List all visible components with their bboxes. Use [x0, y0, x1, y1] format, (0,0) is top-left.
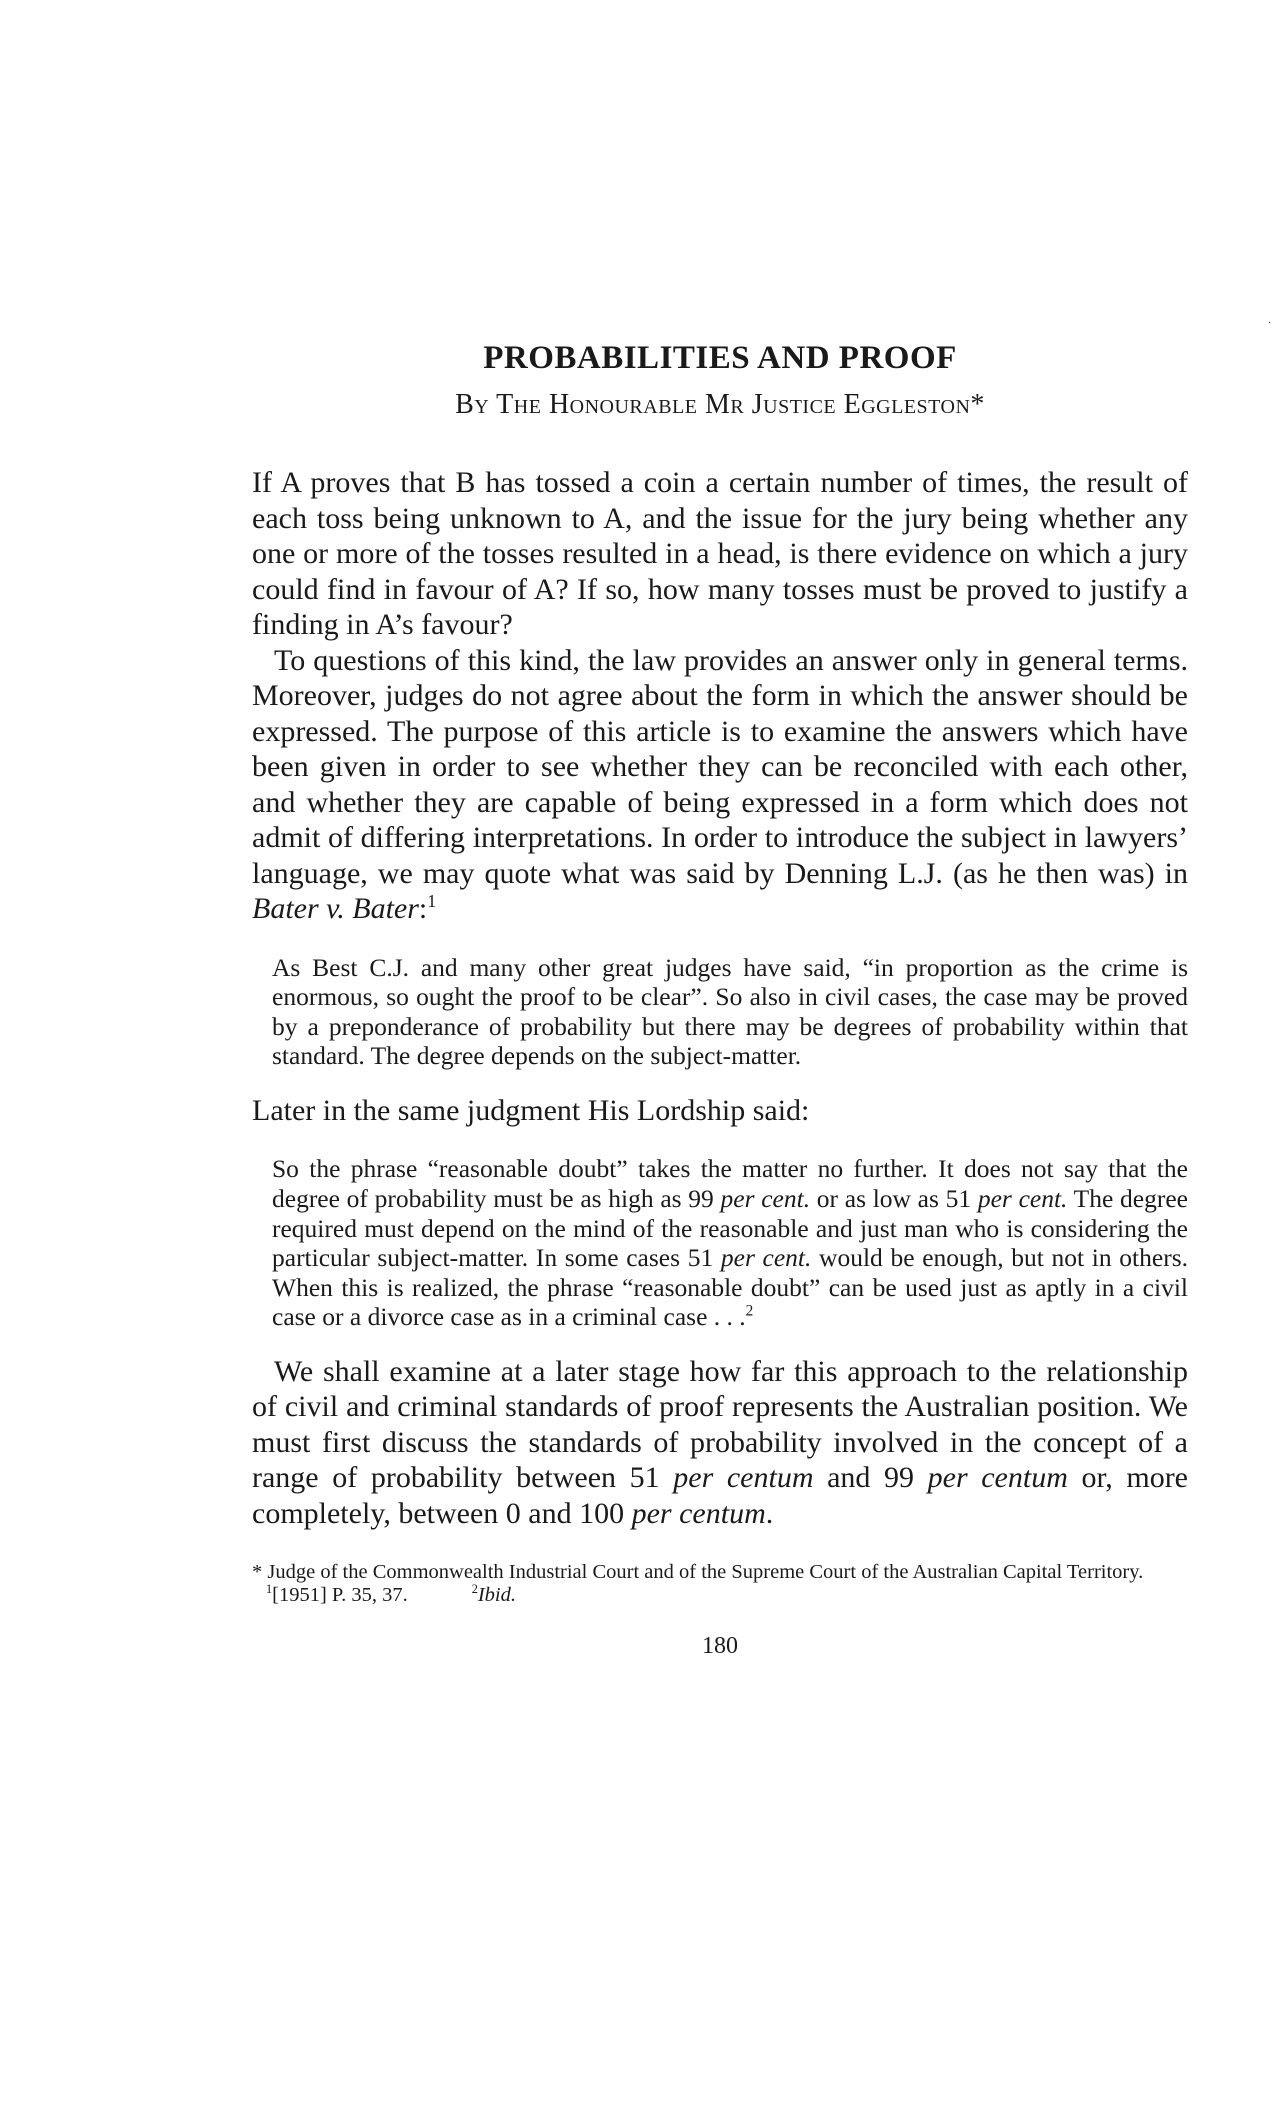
page-number: 180 — [702, 1633, 738, 1660]
paragraph-3: Later in the same judgment His Lordship said: — [252, 1093, 810, 1127]
footnote-references — [252, 1584, 1188, 1607]
paragraph-4 — [252, 1354, 1188, 1532]
paragraph-2-colon: : — [418, 892, 428, 925]
paragraph-4-text-c: or, more completely, between 0 and 100 — [252, 1461, 1189, 1530]
quote-2-text-d: would be enough, but not in others. When this is realized, the phrase “reasonable doubt” can be used just as aptly in a civil case or a divorce case as in a criminal case . . . — [272, 1243, 1188, 1332]
paragraph-4-text-a: We shall examine at a later stage how far this approach to the relationship of civil and criminal standards of proof represents the Australian position. We must first discuss the standards of probability involved in the concept of a range of probability between 51 — [252, 1354, 1188, 1495]
quote-2-per-cent-1: per cent. — [720, 1183, 811, 1213]
quote-2-text-a: So the phrase “reasonable doubt” takes the matter no further. It does not say that the degree of probability must be as high as 99 — [272, 1154, 1188, 1213]
article-byline: By The Honourable Mr Justice Eggleston* — [455, 389, 985, 420]
paragraph-4-text-b: and 99 — [813, 1461, 928, 1495]
case-name: Bater v. Bater — [252, 892, 419, 925]
footnote-ref-1: 1 — [427, 891, 437, 911]
paragraph-2-text: To questions of this kind, the law provides an answer only in general terms. Moreover, judges do not agree about the form in which the answer should be expressed. The purpose of this article is to examine the answers which have been given in order to see whether they can be reconciled with each other, and whether they are capable of being expressed in a form which does not admit of differing interpretations. In order to introduce the subject in lawyers’ language, we may quote what was said by Denning L.J. (as he then was) in — [252, 643, 1188, 890]
footnote-2: Ibid. — [477, 1584, 517, 1607]
footnote-1: [1951] P. 35, 37. — [272, 1584, 408, 1607]
article-title: PROBABILITIES AND PROOF — [483, 340, 957, 376]
block-quote-2 — [272, 1154, 1188, 1332]
footnote-2-mark: 2 — [471, 1582, 478, 1597]
footnote-ref-2: 2 — [745, 1302, 754, 1320]
quote-2-text-c: The degree required must depend on the mind of the reasonable and just man who is considering the particular subject-matter. In some cases 51 — [272, 1183, 1188, 1273]
quote-2-text-b: or as low as 51 — [810, 1183, 978, 1213]
footnotes — [252, 1561, 1188, 1607]
quote-2-per-cent-3: per cent. — [720, 1243, 812, 1273]
paragraph-4-per-centum-1: per centum — [673, 1461, 814, 1495]
paragraph-4-text-d: . — [765, 1496, 774, 1530]
footnote-1-mark: 1 — [266, 1582, 273, 1597]
footnote-author: * Judge of the Commonwealth Industrial Court and of the Supreme Court of the Australian Capital Territory. — [252, 1561, 1144, 1584]
scan-mark: · — [1268, 318, 1272, 329]
paragraph-2 — [252, 643, 1188, 927]
block-quote-1: As Best C.J. and many other great judges have said, “in proportion as the crime is enormous, so ought the proof to be clear”. So also in civil cases, the case may be proved by a preponderance of probability but there may be degrees of probability within that standard. The degree depends on the subject-matter. — [272, 952, 1188, 1071]
paragraph-4-per-centum-3: per centum — [631, 1496, 766, 1530]
article-page — [252, 340, 1188, 1660]
quote-2-per-cent-2: per cent. — [977, 1183, 1068, 1213]
paragraph-4-per-centum-2: per centum — [927, 1461, 1068, 1495]
paragraph-1: If A proves that B has tossed a coin a certain number of times, the result of each toss being unknown to A, and the issue for the jury being whether any one or more of the tosses resulted in a head, is there evidence on which a jury could find in favour of A? If so, how many tosses must be proved to justify a finding in A’s favour? — [252, 466, 1188, 641]
